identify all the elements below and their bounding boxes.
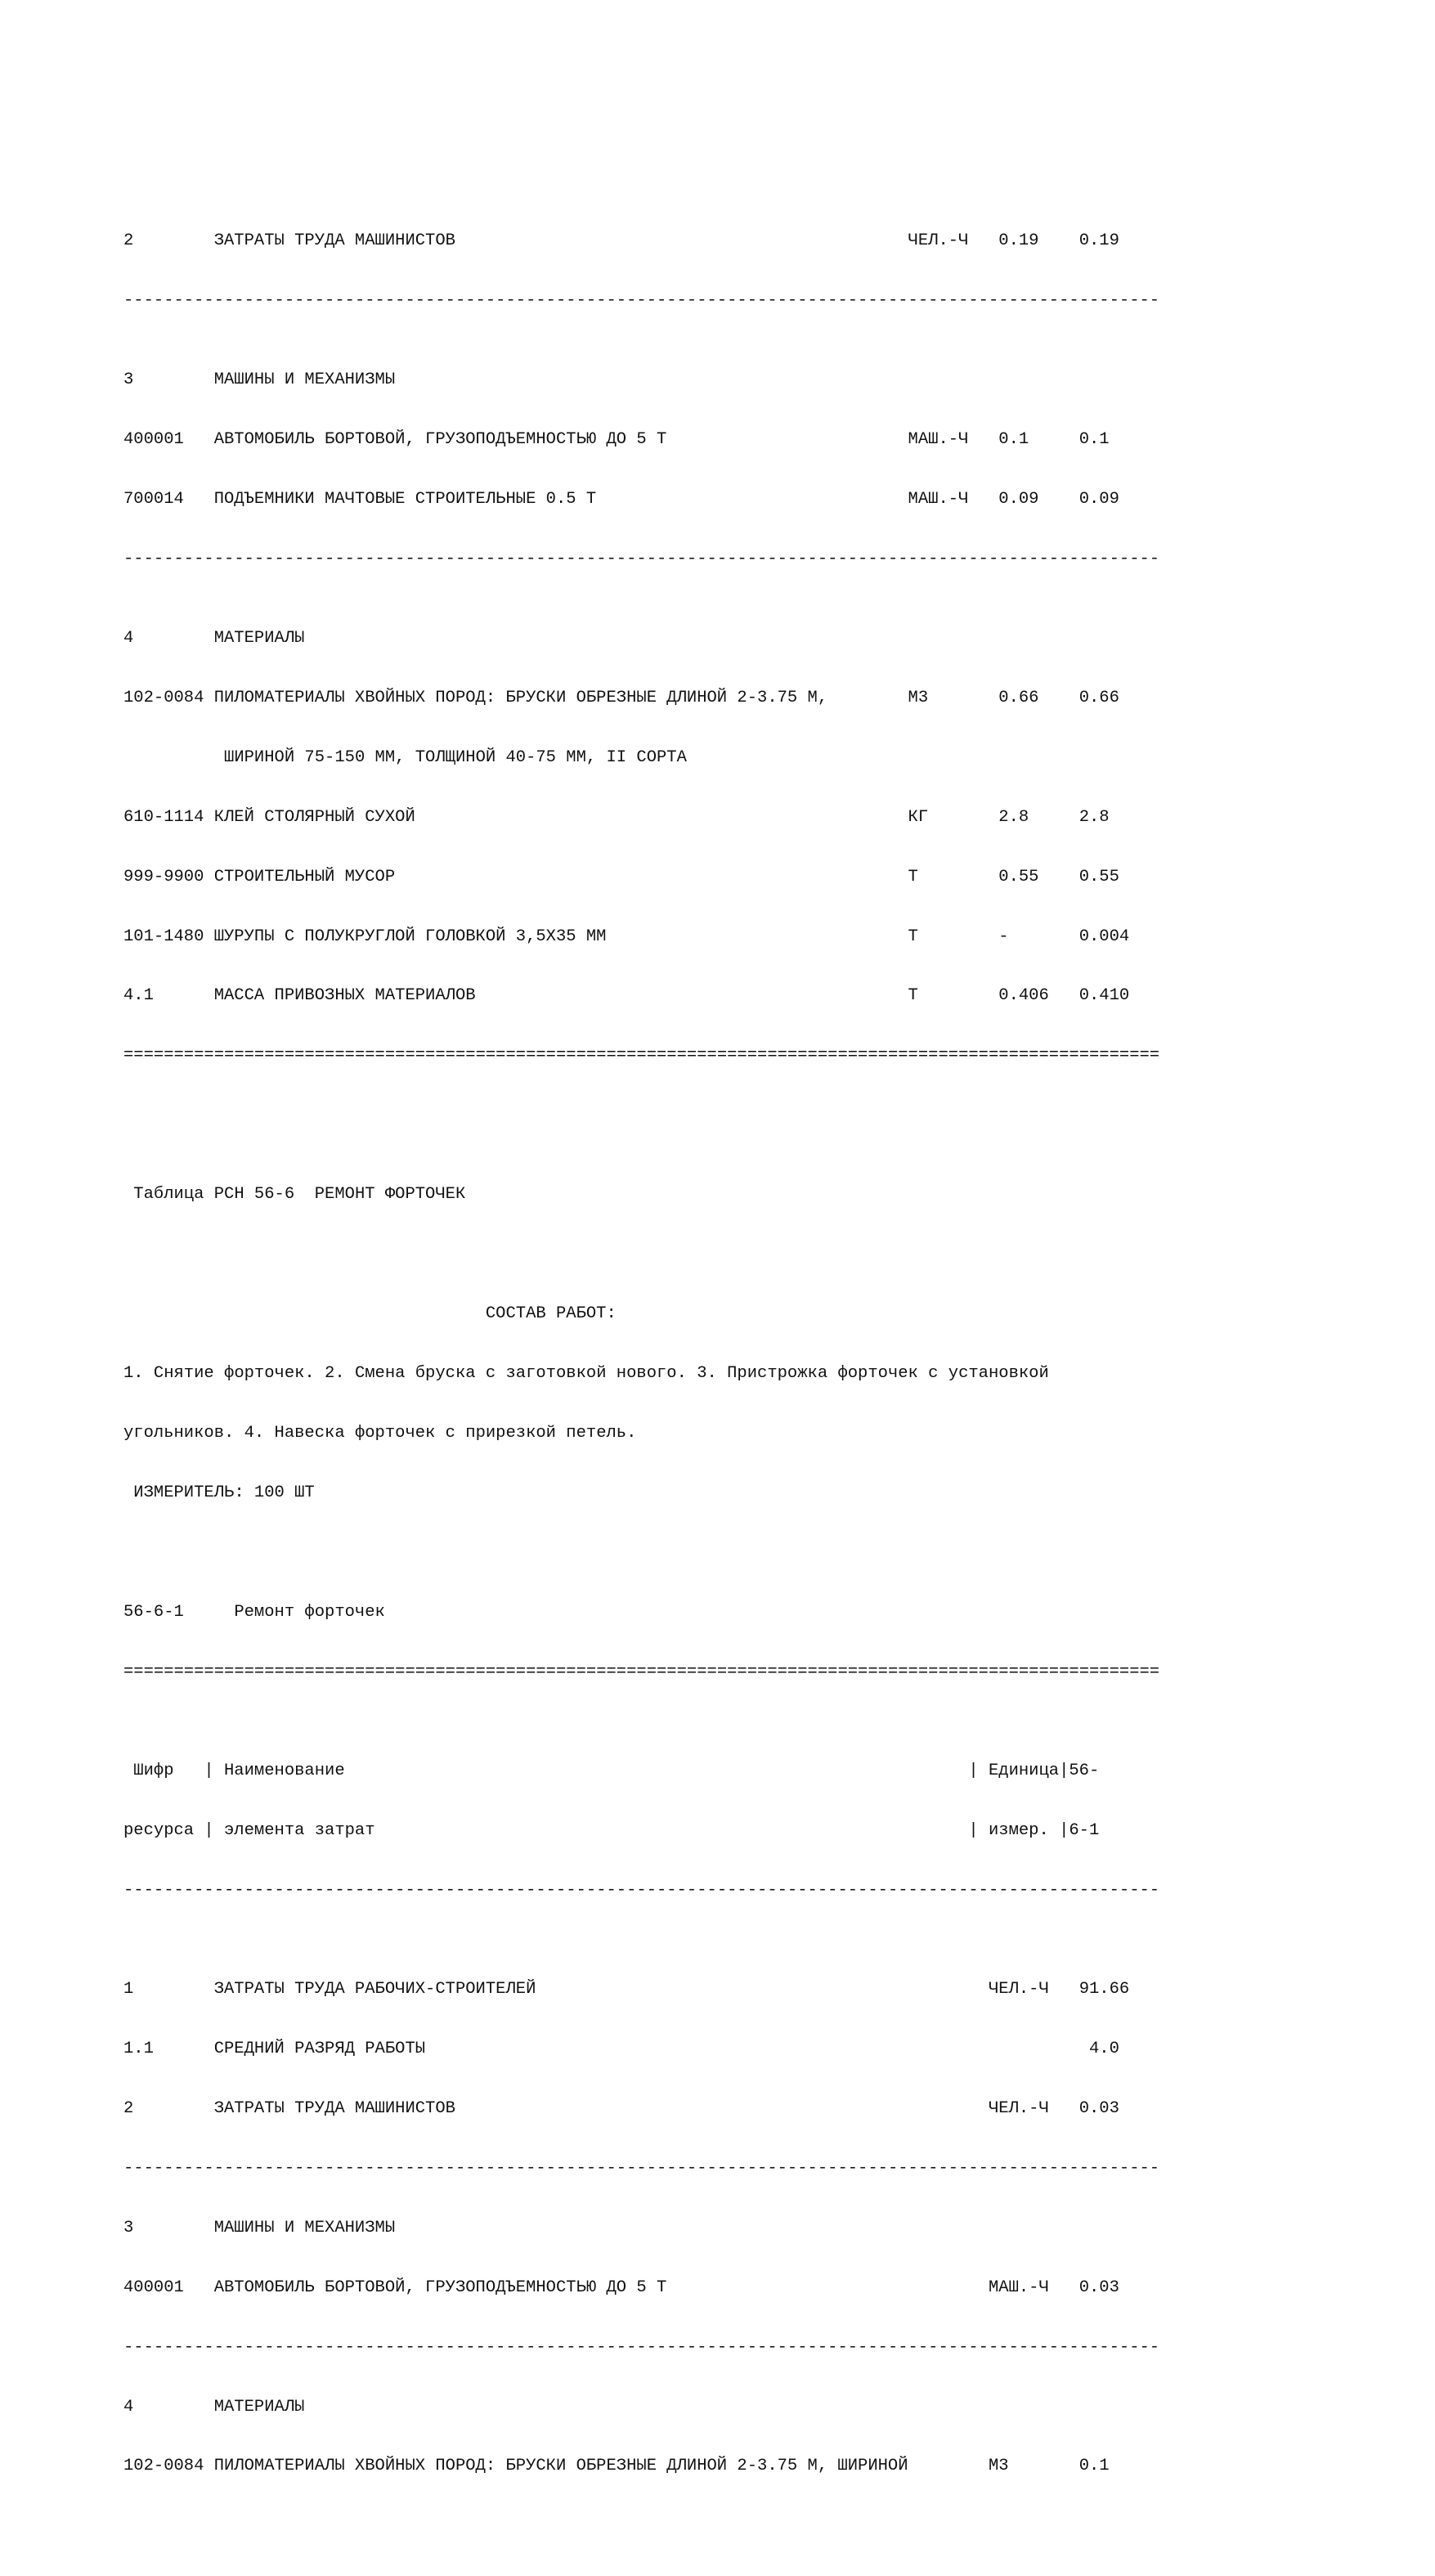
resource-row: 102-0084 ПИЛОМАТЕРИАЛЫ ХВОЙНЫХ ПОРОД: БРУСКИ ОБРЕЗНЫЕ ДЛИНОЙ 2-3.75 М, М3 0.66 0.66 bbox=[123, 689, 1119, 708]
resource-row: 101-1480 ШУРУПЫ С ПОЛУКРУГЛОЙ ГОЛОВКОЙ 3,5Х35 ММ Т - 0.004 bbox=[123, 927, 1130, 946]
group-row: 4 МАТЕРИАЛЫ bbox=[123, 629, 305, 648]
resource-row: 1.1 СРЕДНИЙ РАЗРЯД РАБОТЫ 4.0 bbox=[123, 2040, 1119, 2059]
resource-row: 400001 АВТОМОБИЛЬ БОРТОВОЙ, ГРУЗОПОДЪЕМНОСТЬЮ ДО 5 Т МАШ.-Ч 0.1 0.1 bbox=[123, 430, 1110, 450]
work-composition-line: 1. Снятие форточек. 2. Смена бруска с заготовкой нового. 3. Пристрожка форточек с установкой bbox=[123, 1364, 1049, 1384]
dash-divider: ------------------------------------------------------------------------------------------------------- bbox=[123, 549, 1160, 568]
resource-row: 2 ЗАТРАТЫ ТРУДА МАШИНИСТОВ ЧЕЛ.-Ч 0.03 bbox=[123, 2099, 1119, 2119]
dash-divider: ------------------------------------------------------------------------------------------------------- bbox=[123, 1880, 1160, 1900]
group-row: 3 МАШИНЫ И МЕХАНИЗМЫ bbox=[123, 2218, 396, 2237]
measure-unit: ИЗМЕРИТЕЛЬ: 100 ШТ bbox=[123, 1483, 315, 1502]
work-composition-line: угольников. 4. Навеска форточек с прирезкой петель. bbox=[123, 1424, 637, 1443]
group-row: 3 МАШИНЫ И МЕХАНИЗМЫ bbox=[123, 370, 396, 390]
resource-row-continuation: ШИРИНОЙ 75-150 ММ, ТОЛЩИНОЙ 40-75 ММ, II СОРТА bbox=[224, 747, 687, 767]
dash-divider: ------------------------------------------------------------------------------------------------------- bbox=[123, 2337, 1160, 2357]
work-composition-heading: СОСТАВ РАБОТ: bbox=[485, 1304, 617, 1324]
resource-row: 102-0084 ПИЛОМАТЕРИАЛЫ ХВОЙНЫХ ПОРОД: БРУСКИ ОБРЕЗНЫЕ ДЛИНОЙ 2-3.75 М, ШИРИНОЙ М3 0.1 bbox=[123, 2457, 1110, 2476]
resource-row: 999-9900 СТРОИТЕЛЬНЫЙ МУСОР Т 0.55 0.55 bbox=[123, 867, 1119, 886]
resource-row: 400001 АВТОМОБИЛЬ БОРТОВОЙ, ГРУЗОПОДЪЕМНОСТЬЮ ДО 5 Т МАШ.-Ч 0.03 bbox=[123, 2278, 1119, 2297]
estimate-sheet bbox=[123, 152, 1159, 2497]
double-divider: ======================================================================================================= bbox=[123, 1046, 1160, 1066]
table-header-row: Шифр | Наименование | Единица| 56- bbox=[123, 1761, 1100, 1781]
resource-row: 4.1 МАССА ПРИВОЗНЫХ МАТЕРИАЛОВ Т 0.406 0.410 bbox=[123, 986, 1130, 1006]
resource-row: 610-1114 КЛЕЙ СТОЛЯРНЫЙ СУХОЙ КГ 2.8 2.8 bbox=[123, 807, 1110, 827]
dash-divider: ------------------------------------------------------------------------------------------------------- bbox=[123, 2158, 1160, 2178]
resource-row: 2 ЗАТРАТЫ ТРУДА МАШИНИСТОВ ЧЕЛ.-Ч 0.19 0.19 bbox=[123, 231, 1119, 251]
item-title-row: 56-6-1 Ремонт форточек bbox=[123, 1602, 385, 1622]
dash-divider: ------------------------------------------------------------------------------------------------------- bbox=[123, 291, 1160, 311]
group-row: 4 МАТЕРИАЛЫ bbox=[123, 2397, 305, 2417]
table-title: Таблица РСН 56-6 РЕМОНТ ФОРТОЧЕК bbox=[123, 1185, 466, 1205]
resource-row: 1 ЗАТРАТЫ ТРУДА РАБОЧИХ-СТРОИТЕЛЕЙ ЧЕЛ.-Ч 91.66 bbox=[123, 1980, 1130, 1999]
double-divider: ======================================================================================================= bbox=[123, 1662, 1160, 1681]
table-header-row: ресурса | элемента затрат | измер. | 6-1 bbox=[123, 1820, 1100, 1840]
resource-row: 700014 ПОДЪЕМНИКИ МАЧТОВЫЕ СТРОИТЕЛЬНЫЕ 0.5 Т МАШ.-Ч 0.09 0.09 bbox=[123, 490, 1119, 509]
